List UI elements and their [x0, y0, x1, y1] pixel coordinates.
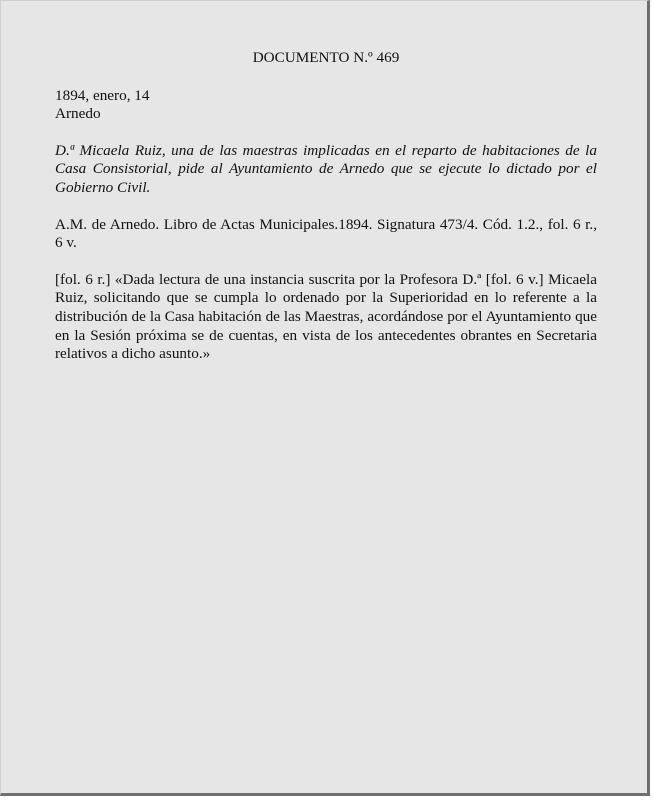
document-place: Arnedo: [55, 105, 101, 123]
document-metadata: [55, 87, 597, 124]
document-source: A.M. de Arnedo. Libro de Actas Municipales.1894. Signatura 473/4. Cód. 1.2., fol. 6 r., 6 v.: [55, 215, 597, 252]
document-body: [fol. 6 r.] «Dada lectura de una instancia suscrita por la Profesora D.ª [fol. 6 v.] Micaela Ruiz, solicitando que se cumpla lo ordenado por la Superioridad en lo referente a la distribución de la Casa habitación de las Maestras, acordándose por el Ayuntamiento que en la Sesión próxima se de cuentas, en vista de los antecedentes obrantes en Secretaria relativos a dicho asunto.»: [55, 270, 597, 363]
document-content: [55, 49, 597, 364]
document-summary: D.ª Micaela Ruiz, una de las maestras implicadas en el reparto de habitaciones de la Casa Consistorial, pide al Ayuntamiento de Arnedo que se ejecute lo dictado por el Gobierno Civil.: [55, 141, 597, 196]
document-title: DOCUMENTO N.º 469: [252, 49, 400, 66]
document-date: 1894, enero, 14: [55, 86, 150, 104]
